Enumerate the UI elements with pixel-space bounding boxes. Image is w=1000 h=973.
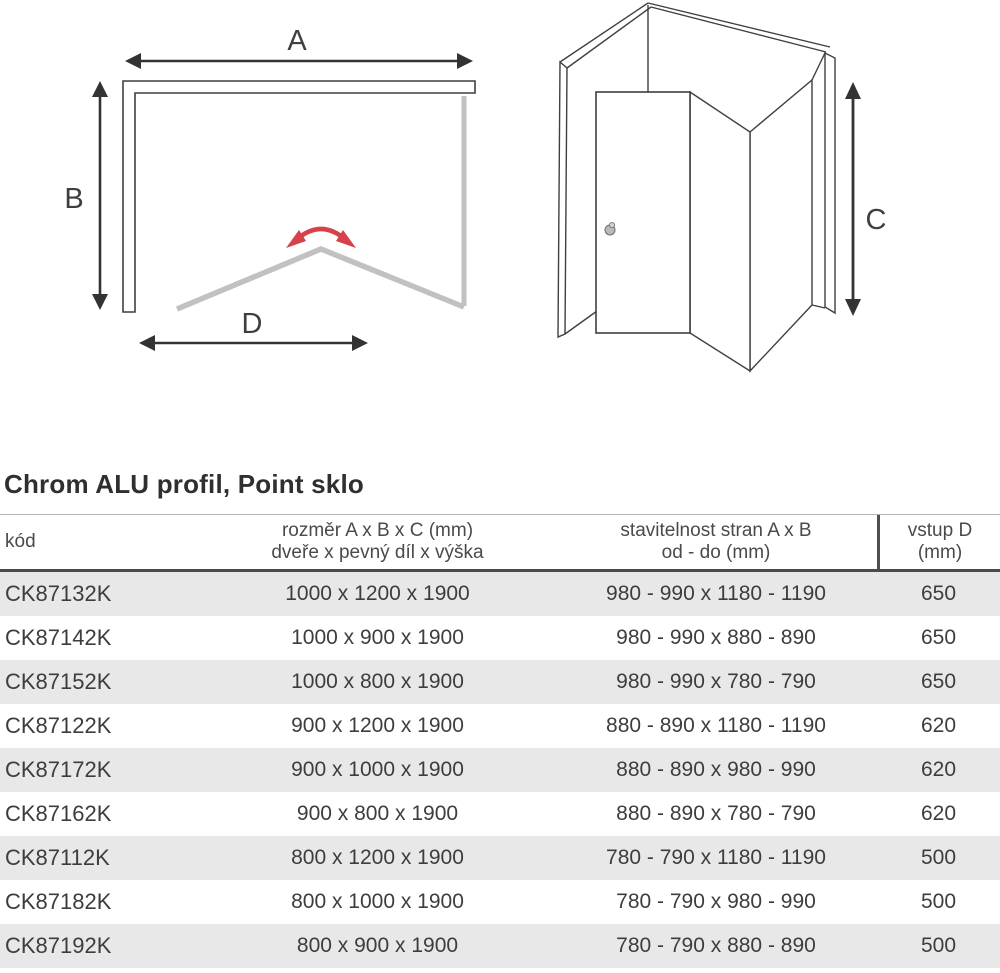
door-swing-arrow [286, 229, 356, 248]
table-cell-dim: 900 x 1000 x 1900 [291, 758, 464, 781]
dimension-label-c: C [865, 204, 887, 236]
right-fixed-panel [825, 53, 835, 313]
table-cell-dim: 800 x 1000 x 1900 [291, 890, 464, 913]
dimension-label-d: D [241, 308, 263, 340]
table-row [0, 880, 1000, 924]
panel-top-connector [812, 53, 825, 80]
header-stavitelnost-line1: stavitelnost stran A x B [620, 519, 812, 541]
table-cell-dim: 1000 x 1200 x 1900 [285, 582, 470, 605]
dimension-arrow-b [92, 81, 108, 310]
header-rozmer-line1: rozměr A x B x C (mm) [281, 519, 474, 541]
table-cell-code: CK87162K [5, 801, 112, 826]
table-row [0, 924, 1000, 968]
top-rail-left-inner [567, 7, 651, 68]
top-view-diagram [64, 25, 475, 351]
table-row [0, 660, 1000, 704]
table-cell-dim: 800 x 900 x 1900 [296, 934, 459, 957]
table-cell-code: CK87132K [5, 581, 112, 606]
header-rozmer-line2: dveře x pevný díl x výška [271, 542, 484, 563]
table-row [0, 704, 1000, 748]
header-vstup [877, 515, 1000, 569]
header-kod [0, 515, 210, 569]
table-cell-range: 780 - 790 x 1180 - 1190 [606, 846, 826, 869]
header-vstup-line2: (mm) [917, 542, 963, 563]
table-cell-range: 980 - 990 x 1180 - 1190 [606, 582, 826, 605]
table-cell-code: CK87152K [5, 669, 112, 694]
table-cell-entry: 650 [920, 626, 957, 649]
folding-door-glass [177, 249, 464, 309]
page-title: Chrom ALU profil, Point sklo [4, 469, 364, 499]
top-rail-left-outer [560, 3, 648, 62]
perspective-diagram [558, 3, 886, 371]
table-cell-range: 780 - 790 x 880 - 890 [616, 934, 816, 957]
shower-door [596, 92, 690, 333]
table-cell-entry: 620 [920, 714, 957, 737]
table-cell-entry: 650 [920, 582, 957, 605]
bifold-panel-front [690, 92, 750, 371]
dimension-label-b: B [64, 183, 84, 215]
floor-edge [565, 311, 597, 334]
table-cell-dim: 900 x 1200 x 1900 [291, 714, 464, 737]
bifold-panel-back [750, 80, 812, 371]
table-cell-dim: 900 x 800 x 1900 [296, 802, 459, 825]
table-header [0, 514, 1000, 572]
top-rail-right-outer [648, 3, 830, 47]
table-cell-range: 880 - 890 x 1180 - 1190 [606, 714, 826, 737]
table-body [0, 572, 1000, 968]
table-cell-code: CK87172K [5, 757, 112, 782]
table-cell-code: CK87192K [5, 933, 112, 958]
top-rail-right-inner [651, 7, 826, 52]
table-cell-entry: 500 [920, 890, 957, 913]
table-cell-dim: 800 x 1200 x 1900 [291, 846, 464, 869]
header-vstup-line1: vstup D [907, 519, 973, 541]
table-cell-entry: 620 [920, 802, 957, 825]
header-stavitelnost-line2: od - do (mm) [661, 542, 771, 563]
table-row [0, 792, 1000, 836]
table-cell-range: 980 - 990 x 780 - 790 [616, 670, 816, 693]
table-cell-entry: 500 [920, 934, 957, 957]
header-kod-label: kód [5, 530, 36, 552]
table-row [0, 836, 1000, 880]
table-row [0, 616, 1000, 660]
table-cell-entry: 620 [920, 758, 957, 781]
technical-drawings [0, 0, 1000, 460]
table-cell-range: 880 - 890 x 980 - 990 [616, 758, 816, 781]
table-cell-range: 880 - 890 x 780 - 790 [616, 802, 816, 825]
table-row [0, 748, 1000, 792]
table-cell-entry: 500 [920, 846, 957, 869]
dimension-label-a: A [287, 25, 307, 57]
table-cell-code: CK87112K [5, 845, 110, 870]
back-left-panel [558, 62, 567, 337]
table-cell-dim: 1000 x 900 x 1900 [291, 626, 464, 649]
table-row [0, 572, 1000, 616]
header-rozmer [210, 515, 545, 569]
table-cell-code: CK87142K [5, 625, 112, 650]
wall-profile [123, 81, 475, 312]
table-cell-dim: 1000 x 800 x 1900 [291, 670, 464, 693]
table-cell-range: 780 - 790 x 980 - 990 [616, 890, 816, 913]
table-cell-code: CK87122K [5, 713, 112, 738]
spec-table [0, 514, 1000, 968]
panel-bottom-connector [812, 305, 825, 308]
table-cell-code: CK87182K [5, 889, 112, 914]
table-cell-range: 980 - 990 x 880 - 890 [616, 626, 816, 649]
header-stavitelnost [545, 515, 877, 569]
dimension-arrow-c [845, 82, 861, 316]
table-cell-entry: 650 [920, 670, 957, 693]
door-knob-highlight [609, 222, 614, 227]
